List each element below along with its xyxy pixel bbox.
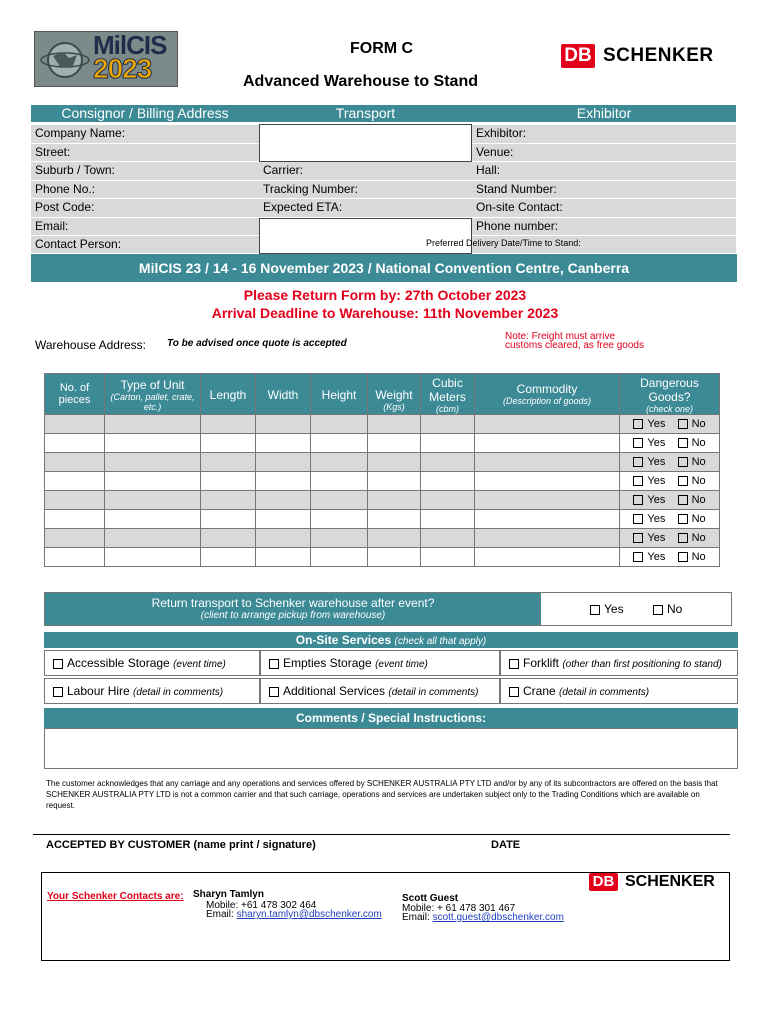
accessible-storage-option[interactable]: Accessible Storage (event time) <box>44 650 260 676</box>
email-label: Email: <box>31 218 259 236</box>
checkbox-icon[interactable] <box>678 514 688 524</box>
table-cell[interactable] <box>256 529 311 548</box>
table-cell[interactable] <box>475 434 620 453</box>
table-cell[interactable] <box>201 415 256 434</box>
table-cell[interactable] <box>311 510 368 529</box>
table-cell[interactable] <box>45 453 105 472</box>
dangerous-goods-cell[interactable]: Yes No <box>620 491 720 510</box>
col-unit-type: Type of Unit (Carton, pallet, crate, etc.) <box>105 374 201 415</box>
table-cell[interactable] <box>45 548 105 567</box>
table-row <box>45 529 720 548</box>
table-cell[interactable] <box>421 491 475 510</box>
table-cell[interactable] <box>256 415 311 434</box>
freight-note <box>505 332 644 350</box>
milcis-logo <box>34 31 178 87</box>
table-cell[interactable] <box>475 548 620 567</box>
contact2-email-link[interactable]: scott.guest@dbschenker.com <box>432 912 564 923</box>
table-cell[interactable] <box>421 472 475 491</box>
table-row <box>45 472 720 491</box>
onsite-contact-label: On-site Contact: <box>472 199 736 218</box>
table-row <box>45 453 720 472</box>
table-cell[interactable] <box>201 529 256 548</box>
preferred-delivery-label: Preferred Delivery Date/Time to Stand: <box>426 238 581 248</box>
services-row-2 <box>44 678 738 704</box>
event-banner: MilCIS 23 / 14 - 16 November 2023 / National Convention Centre, Canberra <box>31 254 737 282</box>
table-cell[interactable] <box>105 415 201 434</box>
table-cell[interactable] <box>256 491 311 510</box>
table-cell[interactable] <box>201 548 256 567</box>
table-cell[interactable] <box>201 453 256 472</box>
table-cell[interactable] <box>45 491 105 510</box>
checkbox-icon[interactable] <box>590 605 600 615</box>
table-cell[interactable] <box>311 415 368 434</box>
table-cell[interactable] <box>256 548 311 567</box>
comments-input[interactable] <box>44 728 738 769</box>
phone-label: Phone No.: <box>31 181 259 199</box>
col-height: Height <box>311 374 368 415</box>
table-cell[interactable] <box>311 491 368 510</box>
signature-line <box>33 834 730 835</box>
table-row <box>45 434 720 453</box>
checkbox-icon[interactable] <box>633 476 643 486</box>
contact1-mobile: Mobile: +61 478 302 464 <box>206 900 317 911</box>
dangerous-goods-cell[interactable]: Yes No <box>620 472 720 491</box>
table-cell[interactable] <box>201 434 256 453</box>
divider <box>539 593 540 625</box>
table-cell[interactable] <box>311 529 368 548</box>
empties-storage-option[interactable]: Empties Storage (event time) <box>260 650 500 676</box>
col-dangerous: Dangerous Goods? (check one) <box>620 374 720 415</box>
return-yes-option[interactable]: Yes <box>590 602 624 616</box>
table-cell[interactable] <box>105 434 201 453</box>
contact1-email-link[interactable]: sharyn.tamlyn@dbschenker.com <box>236 909 382 920</box>
dangerous-goods-cell[interactable]: Yes No <box>620 415 720 434</box>
contact-person-label: Contact Person: <box>31 236 259 254</box>
table-cell[interactable] <box>475 453 620 472</box>
disclaimer: The customer acknowledges that any carriage and any operations and services offered by SCHENKER AUSTRALIA PTY LTD and/or by any of its subcontractors are offered on the basis that SCHENKER AUSTRALIA PTY LTD is not a common carrier and that such carriage, operations and services are undertaken subject only to the Trading Conditions which are available on request. <box>46 779 718 810</box>
table-cell[interactable] <box>256 510 311 529</box>
crane-option[interactable]: Crane (detail in comments) <box>500 678 738 704</box>
table-cell[interactable] <box>475 529 620 548</box>
dangerous-goods-cell[interactable]: Yes No <box>620 434 720 453</box>
checkbox-icon[interactable] <box>678 552 688 562</box>
table-cell[interactable] <box>105 548 201 567</box>
col-weight: Weight (Kgs) <box>368 374 421 415</box>
table-cell[interactable] <box>368 510 421 529</box>
col-width: Width <box>256 374 311 415</box>
contact1-email-row: Email: sharyn.tamlyn@dbschenker.com <box>206 909 382 920</box>
eta-label: Expected ETA: <box>259 199 472 218</box>
table-cell[interactable] <box>45 510 105 529</box>
onsite-services-header: On-Site Services (check all that apply) <box>44 632 738 648</box>
table-cell[interactable] <box>421 415 475 434</box>
return-question-text: Return transport to Schenker warehouse after event? <box>151 596 435 610</box>
col-cbm: Cubic Meters (cbm) <box>421 374 475 415</box>
logo-line2: 2023 <box>93 53 152 84</box>
checkbox-icon[interactable] <box>509 659 519 669</box>
table-cell[interactable] <box>421 453 475 472</box>
consignor-header: Consignor / Billing Address <box>31 105 259 122</box>
transport-header: Transport <box>259 105 472 122</box>
date-label: DATE <box>491 839 521 851</box>
forklift-option[interactable]: Forklift (other than first positioning to stand) <box>500 650 738 676</box>
transport-blank[interactable] <box>259 124 472 162</box>
arrival-deadline: Arrival Deadline to Warehouse: 11th November 2023 <box>211 305 559 321</box>
checkbox-icon[interactable] <box>269 659 279 669</box>
return-no-option[interactable]: No <box>653 602 682 616</box>
contact1-name: Sharyn Tamlyn <box>193 889 264 900</box>
hall-label: Hall: <box>472 162 736 181</box>
logo-line1: MilCIS <box>93 31 167 60</box>
table-cell[interactable] <box>475 491 620 510</box>
table-cell[interactable] <box>421 548 475 567</box>
return-transport-question <box>45 593 541 625</box>
freight-note-line1: Note: Freight must arrive <box>505 331 616 342</box>
table-cell[interactable] <box>45 529 105 548</box>
checkbox-icon[interactable] <box>633 457 643 467</box>
table-cell[interactable] <box>256 434 311 453</box>
venue-label: Venue: <box>472 144 736 162</box>
table-cell[interactable] <box>105 472 201 491</box>
brand-word: SCHENKER <box>603 45 714 66</box>
db-mark-small: DB <box>589 873 618 891</box>
table-cell[interactable] <box>311 453 368 472</box>
table-cell[interactable] <box>311 434 368 453</box>
dangerous-goods-cell[interactable]: Yes No <box>620 548 720 567</box>
services-row-1 <box>44 650 738 676</box>
table-row <box>45 491 720 510</box>
checkbox-icon[interactable] <box>53 659 63 669</box>
warehouse-address-value: To be advised once quote is accepted <box>167 338 347 349</box>
comments-header: Comments / Special Instructions: <box>44 708 738 728</box>
carrier-label: Carrier: <box>259 162 472 181</box>
table-cell[interactable] <box>475 510 620 529</box>
table-cell[interactable] <box>421 510 475 529</box>
contacts-label: Your Schenker Contacts are: <box>47 891 184 902</box>
dangerous-goods-cell[interactable]: Yes No <box>620 529 720 548</box>
brand-word-small: SCHENKER <box>625 873 715 890</box>
globe-icon <box>39 38 91 80</box>
table-cell[interactable] <box>421 529 475 548</box>
table-cell[interactable] <box>475 472 620 491</box>
labour-hire-option[interactable]: Labour Hire (detail in comments) <box>44 678 260 704</box>
form-subtitle: Advanced Warehouse to Stand <box>243 73 478 90</box>
warehouse-address-label: Warehouse Address: <box>35 338 146 352</box>
goods-table <box>44 373 720 567</box>
table-cell[interactable] <box>256 453 311 472</box>
table-cell[interactable] <box>368 529 421 548</box>
checkbox-icon[interactable] <box>633 438 643 448</box>
exhibitor-label: Exhibitor: <box>472 125 736 144</box>
table-cell[interactable] <box>421 434 475 453</box>
checkbox-icon[interactable] <box>678 438 688 448</box>
freight-note-line2: customs cleared, as free goods <box>505 340 644 351</box>
table-cell[interactable] <box>368 415 421 434</box>
table-cell[interactable] <box>368 434 421 453</box>
dangerous-goods-cell[interactable]: Yes No <box>620 510 720 529</box>
table-cell[interactable] <box>201 472 256 491</box>
contacts-box <box>41 872 730 961</box>
table-cell[interactable] <box>368 491 421 510</box>
street-label: Street: <box>31 144 259 162</box>
stand-number-label: Stand Number: <box>472 181 736 199</box>
return-transport-box <box>44 592 732 626</box>
form-title: FORM C <box>350 40 414 57</box>
tracking-label: Tracking Number: <box>259 181 472 199</box>
postcode-label: Post Code: <box>31 199 259 218</box>
suburb-label: Suburb / Town: <box>31 162 259 181</box>
table-cell[interactable] <box>45 415 105 434</box>
checkbox-icon[interactable] <box>633 514 643 524</box>
table-cell[interactable] <box>368 472 421 491</box>
col-commodity: Commodity (Description of goods) <box>475 374 620 415</box>
checkbox-icon[interactable] <box>633 495 643 505</box>
col-pieces: No. of pieces <box>45 374 105 415</box>
db-mark: DB <box>561 44 595 68</box>
table-cell[interactable] <box>45 434 105 453</box>
table-cell[interactable] <box>311 472 368 491</box>
checkbox-icon[interactable] <box>53 687 63 697</box>
checkbox-icon[interactable] <box>653 605 663 615</box>
table-row <box>45 510 720 529</box>
table-cell[interactable] <box>105 491 201 510</box>
accepted-by-label: ACCEPTED BY CUSTOMER (name print / signature) <box>46 839 316 851</box>
table-cell[interactable] <box>368 548 421 567</box>
contact2-email-row: Email: scott.guest@dbschenker.com <box>402 912 564 923</box>
checkbox-icon[interactable] <box>509 687 519 697</box>
checkbox-icon[interactable] <box>678 533 688 543</box>
transport-blank-lower[interactable] <box>259 218 472 254</box>
company-name-label: Company Name: <box>31 125 259 144</box>
table-cell[interactable] <box>311 548 368 567</box>
checkbox-icon[interactable] <box>269 687 279 697</box>
table-cell[interactable] <box>256 472 311 491</box>
checkbox-icon[interactable] <box>633 552 643 562</box>
table-cell[interactable] <box>201 491 256 510</box>
checkbox-icon[interactable] <box>678 419 688 429</box>
table-cell[interactable] <box>475 415 620 434</box>
contact2-mobile: Mobile: + 61 478 301 467 <box>402 903 516 914</box>
checkbox-icon[interactable] <box>678 476 688 486</box>
phone-number-label: Phone number: <box>472 218 736 236</box>
table-row <box>45 415 720 434</box>
checkbox-icon[interactable] <box>678 495 688 505</box>
dangerous-goods-cell[interactable]: Yes No <box>620 453 720 472</box>
checkbox-icon[interactable] <box>678 457 688 467</box>
table-cell[interactable] <box>105 453 201 472</box>
exhibitor-header: Exhibitor <box>472 105 736 122</box>
checkbox-icon[interactable] <box>633 533 643 543</box>
table-cell[interactable] <box>201 510 256 529</box>
table-row <box>45 548 720 567</box>
return-question-sub: (client to arrange pickup from warehouse) <box>200 610 386 621</box>
table-cell[interactable] <box>368 453 421 472</box>
additional-services-option[interactable]: Additional Services (detail in comments) <box>260 678 500 704</box>
col-length: Length <box>201 374 256 415</box>
table-cell[interactable] <box>105 510 201 529</box>
table-cell[interactable] <box>45 472 105 491</box>
return-form-deadline: Please Return Form by: 27th October 2023 <box>243 287 527 303</box>
checkbox-icon[interactable] <box>633 419 643 429</box>
contact2-name: Scott Guest <box>402 893 459 904</box>
table-cell[interactable] <box>105 529 201 548</box>
